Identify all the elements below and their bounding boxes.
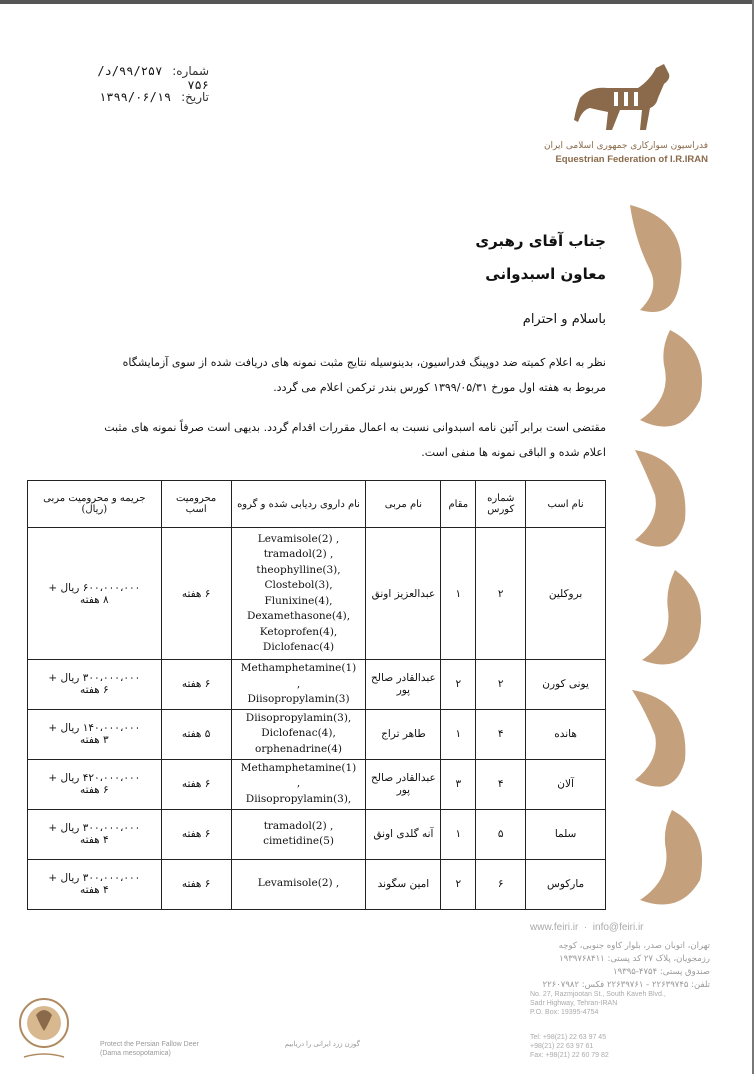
cell-horse-ban: ۶ هفته bbox=[161, 859, 231, 909]
penalty-line: ۳۰۰،۰۰۰،۰۰۰ ریال + bbox=[48, 822, 141, 834]
letter-number-value: ۹۹/۲۵۷/د/۷۵۶ bbox=[97, 64, 209, 92]
drug-entry: Diclofenac(4), bbox=[261, 727, 336, 740]
footer-address-en-line: P.O. Box: 19395-4754 bbox=[530, 1009, 599, 1016]
slogan-en-line: Protect the Persian Fallow Deer bbox=[100, 1041, 199, 1048]
drug-entry: Flunixine(4), bbox=[264, 594, 333, 607]
footer-contact bbox=[530, 922, 644, 933]
table-row bbox=[28, 709, 606, 759]
cell-rank: ۱ bbox=[441, 809, 476, 859]
cell-drugs bbox=[231, 660, 366, 710]
cell-trainer: عبدالقادر صالح پور bbox=[366, 759, 441, 809]
recipient-name: جناب آقای رهبری bbox=[475, 232, 606, 250]
drug-entry: Diisopropylamin(3) bbox=[247, 693, 350, 705]
drug-entry: Methamphetamine(1) bbox=[240, 761, 357, 774]
footer-address-fa-line: تهران، اتوبان صدر، بلوار کاوه جنوبی، کوچه bbox=[558, 941, 710, 951]
header-rank: مقام bbox=[441, 481, 476, 528]
cell-horse: سلما bbox=[526, 809, 606, 859]
cell-horse: هانده bbox=[526, 709, 606, 759]
drug-entry: Levamisole(2) , bbox=[257, 877, 340, 890]
recipient-title: معاون اسبدوانی bbox=[485, 265, 606, 283]
cell-rank: ۳ bbox=[441, 759, 476, 809]
cell-penalty bbox=[28, 709, 162, 759]
cell-drugs bbox=[231, 809, 366, 859]
table-row bbox=[28, 528, 606, 660]
header-horse: نام اسب bbox=[526, 481, 606, 528]
cell-penalty bbox=[28, 759, 162, 809]
table-row bbox=[28, 759, 606, 809]
cell-race-no: ۲ bbox=[476, 660, 526, 710]
drug-entry: Diisopropylamin(3), bbox=[245, 792, 352, 805]
penalty-line: ۱۴۰،۰۰۰،۰۰۰ ریال + bbox=[48, 722, 141, 734]
letter-date-value: ۱۳۹۹/۰۶/۱۹ bbox=[99, 90, 172, 104]
footer-address-fa-line: صندوق پستی: ۴۷۵۴-۱۹۳۹۵ bbox=[613, 967, 710, 977]
cell-horse: یونی کورن bbox=[526, 660, 606, 710]
cell-rank: ۱ bbox=[441, 528, 476, 660]
cell-horse: آلان bbox=[526, 759, 606, 809]
cell-rank: ۱ bbox=[441, 709, 476, 759]
cell-trainer: عبدالقادر صالح پور bbox=[366, 660, 441, 710]
cell-penalty bbox=[28, 660, 162, 710]
letter-number-label: شماره: bbox=[172, 64, 209, 78]
header-penalty: جریمه و محرومیت مربی (ریال) bbox=[28, 481, 162, 528]
horse-logo-icon bbox=[560, 58, 690, 143]
cell-penalty bbox=[28, 809, 162, 859]
penalty-line: ۴ هفته bbox=[80, 884, 109, 896]
cell-penalty bbox=[28, 859, 162, 909]
footer-separator: · bbox=[581, 922, 593, 933]
cell-drugs bbox=[231, 528, 366, 660]
paragraph-1-line-2: مربوط به هفته اول مورخ ۱۳۹۹/۰۵/۳۱ کورس بندر ترکمن اعلام می گردد. bbox=[273, 381, 606, 394]
cell-race-no: ۶ bbox=[476, 859, 526, 909]
drug-entry: orphenadrine(4) bbox=[255, 742, 343, 755]
drug-entry: , bbox=[296, 777, 301, 790]
cell-race-no: ۴ bbox=[476, 759, 526, 809]
drug-entry: Dexamethasone(4), bbox=[246, 610, 351, 622]
cell-race-no: ۲ bbox=[476, 528, 526, 660]
cell-race-no: ۵ bbox=[476, 809, 526, 859]
drug-entry: Ketoprofen(4), bbox=[259, 625, 338, 638]
table-header-row bbox=[28, 481, 606, 528]
org-name-fa: فدراسیون سوارکاری جمهوری اسلامی ایران bbox=[543, 141, 708, 151]
footer-address-en-line: Sadr Highway, Tehran-IRAN bbox=[530, 1000, 618, 1007]
doping-results-table bbox=[27, 480, 606, 910]
letter-date-label: تاریخ: bbox=[181, 90, 209, 104]
email-link[interactable]: info@feiri.ir bbox=[592, 922, 644, 933]
drug-entry: Clostebol(3), bbox=[264, 579, 333, 591]
penalty-line: ۶ هفته bbox=[80, 684, 109, 697]
footer-address-fa-line: رزمجویان، پلاک ۲۷ کد پستی: ۱۹۳۹۷۶۸۴۱۱ bbox=[559, 954, 710, 964]
penalty-line: ۳۰۰،۰۰۰،۰۰۰ ریال + bbox=[48, 672, 141, 685]
greeting: باسلام و احترام bbox=[522, 312, 606, 327]
cell-rank: ۲ bbox=[441, 859, 476, 909]
cell-drugs bbox=[231, 859, 366, 909]
drug-entry: cimetidine(5) bbox=[263, 835, 334, 847]
cell-drugs bbox=[231, 709, 366, 759]
cell-horse-ban: ۶ هفته bbox=[161, 660, 231, 710]
penalty-line: ۸ هفته bbox=[80, 593, 109, 606]
cell-horse: بروکلین bbox=[526, 528, 606, 660]
cell-trainer: طاهر تراج bbox=[366, 709, 441, 759]
letter-number bbox=[84, 64, 209, 92]
table-row bbox=[28, 859, 606, 909]
cell-penalty bbox=[28, 528, 162, 660]
letter-date bbox=[84, 90, 209, 104]
paragraph-2-line-2: اعلام شده و الباقی نمونه ها منفی است. bbox=[421, 446, 606, 459]
table-row bbox=[28, 809, 606, 859]
slogan-fa: گوزن زرد ایرانی را دریابیم bbox=[284, 1041, 360, 1048]
header-trainer: نام مربی bbox=[366, 481, 441, 528]
cell-horse-ban: ۶ هفته bbox=[161, 809, 231, 859]
drug-entry: Levamisole(2) , bbox=[257, 532, 340, 545]
cell-race-no: ۴ bbox=[476, 709, 526, 759]
drug-entry: theophylline(3), bbox=[256, 563, 341, 576]
penalty-line: ۴ هفته bbox=[80, 834, 109, 846]
cell-trainer: عبدالعزیز اونق bbox=[366, 528, 441, 660]
paragraph-1-line-1: نظر به اعلام کمیته ضد دوپینگ فدراسیون، بدینوسیله نتایج مثبت نمونه های دریافت شده از سوی آزمایشگاه bbox=[122, 356, 606, 369]
cell-rank: ۲ bbox=[441, 660, 476, 710]
penalty-line: ۳ هفته bbox=[80, 734, 109, 746]
footer-address-en-line: No. 27, Razmjootan St., South Kaveh Blvd., bbox=[530, 991, 666, 998]
footer-phones-fa: تلفن: ۲۲۶۳۹۷۴۵ - ۲۲۶۳۹۷۶۱ فکس: ۲۲۶۰۷۹۸۲ bbox=[542, 980, 710, 990]
drug-entry: tramadol(2) , bbox=[263, 819, 334, 832]
footer-address-fa bbox=[520, 940, 710, 992]
slogan-en-line: (Dama mesopotamica) bbox=[100, 1050, 171, 1057]
cell-trainer: امین سگوند bbox=[366, 859, 441, 909]
cell-horse-ban: ۶ هفته bbox=[161, 528, 231, 660]
drug-entry: Methamphetamine(1) bbox=[240, 662, 357, 674]
cell-horse: مارکوس bbox=[526, 859, 606, 909]
footer-address-en bbox=[530, 990, 710, 1017]
header-race-no: شماره کورس bbox=[476, 481, 526, 528]
drug-entry: tramadol(2) , bbox=[263, 548, 334, 560]
drug-entry: Diisopropylamin(3), bbox=[245, 711, 352, 724]
ornament-pattern bbox=[620, 200, 715, 920]
paragraph-2-line-1: مقتضی است برابر آئین نامه اسبدوانی نسبت به اعمال مقررات اقدام گردد. بدیهی است صرفاً نمونه های مثبت bbox=[104, 421, 606, 434]
penalty-line: ۳۰۰،۰۰۰،۰۰۰ ریال + bbox=[48, 872, 141, 884]
footer-fax-line: Fax: +98(21) 22 60 79 82 bbox=[530, 1052, 609, 1059]
drug-entry: Diclofenac(4) bbox=[262, 641, 335, 653]
paragraph-1 bbox=[26, 350, 606, 400]
drug-entry: , bbox=[296, 677, 301, 690]
penalty-line: ۶۰۰،۰۰۰،۰۰۰ ریال + bbox=[48, 581, 141, 594]
footer-phone-line: +98(21) 22 63 97 61 bbox=[530, 1043, 594, 1050]
cell-drugs bbox=[231, 759, 366, 809]
table-row bbox=[28, 660, 606, 710]
cell-horse-ban: ۶ هفته bbox=[161, 759, 231, 809]
deer-emblem-icon bbox=[14, 995, 74, 1065]
website-link[interactable]: www.feiri.ir bbox=[530, 922, 579, 933]
header-drugs: نام داروی ردیابی شده و گروه bbox=[231, 481, 366, 528]
org-name-en: Equestrian Federation of I.R.IRAN bbox=[555, 154, 708, 165]
penalty-line: ۶ هفته bbox=[80, 784, 109, 796]
paragraph-2 bbox=[26, 415, 606, 465]
slogan-en bbox=[100, 1040, 240, 1058]
penalty-line: ۴۲۰،۰۰۰،۰۰۰ ریال + bbox=[48, 772, 141, 784]
footer-phones-en bbox=[530, 1033, 609, 1060]
cell-trainer: آنه گلدی اونق bbox=[366, 809, 441, 859]
footer-phone-line: Tel: +98(21) 22 63 97 45 bbox=[530, 1034, 607, 1041]
cell-horse-ban: ۵ هفته bbox=[161, 709, 231, 759]
top-border bbox=[0, 0, 754, 4]
header-horse-ban: محرومیت اسب bbox=[161, 481, 231, 528]
